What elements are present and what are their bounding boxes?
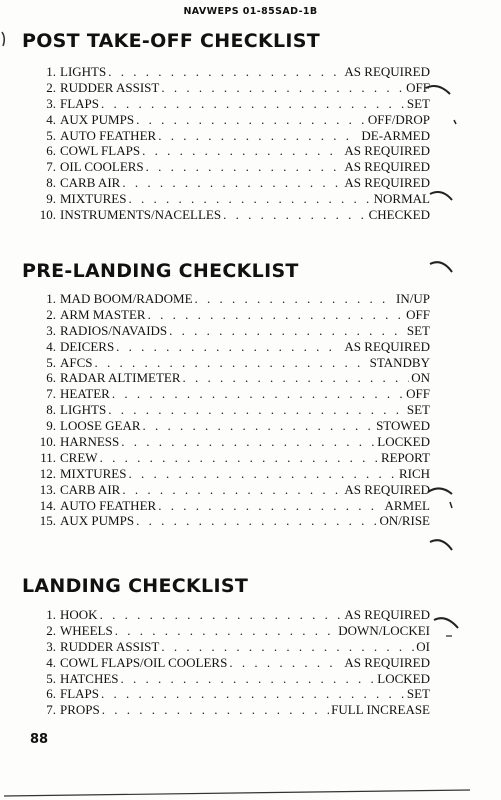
curved-tab-mark-icon (428, 188, 458, 208)
list-item (30, 623, 430, 639)
list-item (30, 450, 430, 466)
item-number: 5. (46, 127, 56, 143)
dot-leader (100, 607, 343, 623)
item-number: 2. (46, 622, 56, 638)
item-value: ARMEL (384, 497, 430, 513)
dot-leader (169, 323, 405, 339)
item-label: CARB AIR (60, 175, 121, 191)
item-value: AS REQUIRED (344, 607, 430, 622)
item-number: 12. (39, 465, 56, 481)
item-number: 3. (46, 638, 56, 654)
dot-leader (195, 291, 395, 307)
list-item (30, 370, 430, 386)
item-label: COWL FLAPS/OIL COOLERS (60, 654, 228, 670)
item-value: AS REQUIRED (344, 64, 430, 79)
item-number: 10. (39, 207, 56, 223)
item-label: AUTO FEATHER (60, 127, 157, 143)
item-number: 6. (46, 143, 56, 159)
item-label: CREW (60, 449, 98, 465)
dot-leader (121, 434, 375, 450)
item-value: OFF (406, 386, 430, 402)
item-value: DE-ARMED (361, 127, 430, 143)
list-item (30, 434, 430, 450)
list-item (30, 191, 430, 207)
item-label: LIGHTS (60, 402, 107, 418)
list-item (30, 175, 430, 191)
item-number: 3. (46, 95, 56, 111)
item-label: LIGHTS (60, 64, 107, 79)
list-item (30, 355, 430, 371)
item-number: 5. (46, 670, 56, 686)
list-item (30, 143, 430, 159)
item-value: DOWN/LOCKEI (338, 622, 430, 638)
dot-leader (95, 355, 368, 371)
item-value: STOWED (376, 418, 430, 434)
item-number: 11. (40, 449, 56, 465)
curved-tab-mark-icon (426, 480, 458, 510)
dot-leader (229, 655, 342, 671)
list-item (30, 671, 430, 687)
item-value: ON/RISE (379, 513, 430, 529)
item-number: 9. (46, 418, 56, 434)
item-label: RUDDER ASSIST (60, 638, 160, 654)
item-value: AS REQUIRED (344, 143, 430, 159)
item-value: IN/UP (396, 291, 430, 306)
item-label: MAD BOOM/RADOME (60, 291, 193, 306)
list-item (30, 323, 430, 339)
list-item (30, 112, 430, 128)
item-label: INSTRUMENTS/NACELLES (60, 207, 222, 223)
post-take-off-list (30, 64, 430, 223)
dot-leader (136, 112, 366, 128)
list-item (30, 291, 430, 307)
curved-tab-mark-icon (428, 258, 458, 282)
item-value: NORMAL (373, 191, 430, 207)
dot-leader (115, 623, 337, 639)
item-value: AS REQUIRED (344, 654, 430, 670)
dot-leader (108, 402, 405, 418)
list-item (30, 639, 430, 655)
list-item (30, 702, 430, 718)
list-item (30, 207, 430, 223)
item-number: 4. (46, 654, 56, 670)
item-label: MIXTURES (60, 191, 127, 207)
item-value: FULL INCREASE (331, 702, 430, 718)
item-value: SET (406, 322, 430, 338)
item-label: AFCS (60, 354, 93, 370)
item-number: 2. (46, 306, 56, 322)
list-item (30, 96, 430, 112)
item-number: 7. (46, 159, 56, 175)
item-value: OFF (406, 306, 430, 322)
item-value: AS REQUIRED (344, 159, 430, 175)
item-number: 8. (46, 402, 56, 418)
document-header: NAVWEPS 01-85SAD-1B (183, 6, 318, 17)
dot-leader (158, 128, 359, 144)
item-label: LOOSE GEAR (60, 418, 141, 434)
dot-leader (122, 482, 342, 498)
list-item (30, 339, 430, 355)
item-label: FLAPS (60, 686, 100, 702)
list-item (30, 307, 430, 323)
item-value: SET (406, 686, 430, 702)
item-value: STANDBY (369, 354, 430, 370)
item-label: COWL FLAPS (60, 143, 141, 159)
item-value: CHECKED (368, 207, 430, 223)
dot-leader (128, 466, 396, 482)
binding-edge-mark (0, 30, 10, 50)
dot-leader (142, 143, 342, 159)
curved-tab-mark-icon (428, 536, 458, 560)
landing-list (30, 607, 430, 718)
dot-leader (223, 207, 367, 223)
item-value: SET (406, 402, 430, 418)
item-value: LOCKED (377, 434, 430, 450)
curved-tab-mark-icon (432, 612, 462, 638)
page-number: 88 (30, 732, 49, 747)
dot-leader (161, 639, 414, 655)
item-label: AUX PUMPS (60, 513, 135, 529)
item-value: AS REQUIRED (344, 338, 430, 354)
dot-leader (146, 159, 343, 175)
item-label: ARM MASTER (60, 306, 146, 322)
item-number: 4. (46, 338, 56, 354)
item-label: MIXTURES (60, 465, 127, 481)
list-item (30, 159, 430, 175)
dot-leader (136, 513, 377, 529)
item-label: WHEELS (60, 622, 113, 638)
item-label: RADAR ALTIMETER (60, 370, 181, 386)
item-number: 13. (39, 481, 56, 497)
dot-leader (148, 307, 405, 323)
item-label: CARB AIR (60, 481, 121, 497)
list-item (30, 607, 430, 623)
dot-leader (183, 370, 410, 386)
dot-leader (108, 64, 342, 80)
item-number: 10. (39, 434, 56, 450)
list-item (30, 80, 430, 96)
item-label: FLAPS (60, 95, 100, 111)
item-value: AS REQUIRED (344, 175, 430, 191)
curved-tab-mark-icon (424, 80, 464, 130)
item-label: RUDDER ASSIST (60, 79, 160, 95)
item-value: AS REQUIRED (344, 481, 430, 497)
item-number: 3. (46, 322, 56, 338)
item-number: 6. (46, 686, 56, 702)
list-item (30, 655, 430, 671)
item-value: OFF/DROP (367, 111, 430, 127)
dot-leader (128, 191, 371, 207)
dot-leader (143, 418, 375, 434)
item-number: 8. (46, 175, 56, 191)
item-number: 6. (46, 370, 56, 386)
item-label: HARNESS (60, 434, 120, 450)
page-bottom-edge (0, 784, 501, 800)
item-value: RICH (398, 465, 430, 481)
dot-leader (102, 702, 329, 718)
item-value: OI (416, 638, 430, 654)
dot-leader (116, 339, 342, 355)
dot-leader (101, 96, 405, 112)
item-number: 5. (46, 354, 56, 370)
item-label: HATCHES (60, 670, 119, 686)
item-value: REPORT (380, 449, 430, 465)
item-number: 4. (46, 111, 56, 127)
item-label: PROPS (60, 702, 100, 718)
item-number: 15. (39, 513, 56, 529)
item-number: 9. (46, 191, 56, 207)
item-number: 1. (46, 607, 56, 622)
dot-leader (101, 686, 405, 702)
section-title-landing: LANDING CHECKLIST (22, 575, 249, 597)
item-value: OFF (406, 79, 430, 95)
list-item (30, 686, 430, 702)
item-value: LOCKED (377, 670, 430, 686)
item-number: 7. (46, 386, 56, 402)
dot-leader (100, 450, 379, 466)
item-label: RADIOS/NAVAIDS (60, 322, 168, 338)
item-label: DEICERS (60, 338, 115, 354)
list-item (30, 466, 430, 482)
section-title-pre-landing: PRE-LANDING CHECKLIST (22, 260, 299, 282)
item-number: 14. (39, 497, 56, 513)
list-item (30, 513, 430, 529)
dot-leader (161, 80, 404, 96)
list-item (30, 386, 430, 402)
item-label: HEATER (60, 386, 110, 402)
item-label: HOOK (60, 607, 98, 622)
item-value: ON (411, 370, 430, 386)
section-title-post-take-off: POST TAKE-OFF CHECKLIST (22, 30, 321, 52)
dot-leader (121, 671, 376, 687)
item-label: AUX PUMPS (60, 111, 135, 127)
list-item (30, 482, 430, 498)
pre-landing-list (30, 291, 430, 529)
list-item (30, 418, 430, 434)
list-item (30, 402, 430, 418)
item-number: 2. (46, 79, 56, 95)
dot-leader (122, 175, 342, 191)
list-item (30, 498, 430, 514)
list-item (30, 64, 430, 80)
list-item (30, 128, 430, 144)
item-value: SET (406, 95, 430, 111)
dot-leader (112, 386, 404, 402)
item-number: 1. (46, 291, 56, 306)
dot-leader (158, 498, 382, 514)
item-label: AUTO FEATHER (60, 497, 157, 513)
item-number: 7. (46, 702, 56, 718)
item-number: 1. (46, 64, 56, 79)
item-label: OIL COOLERS (60, 159, 144, 175)
